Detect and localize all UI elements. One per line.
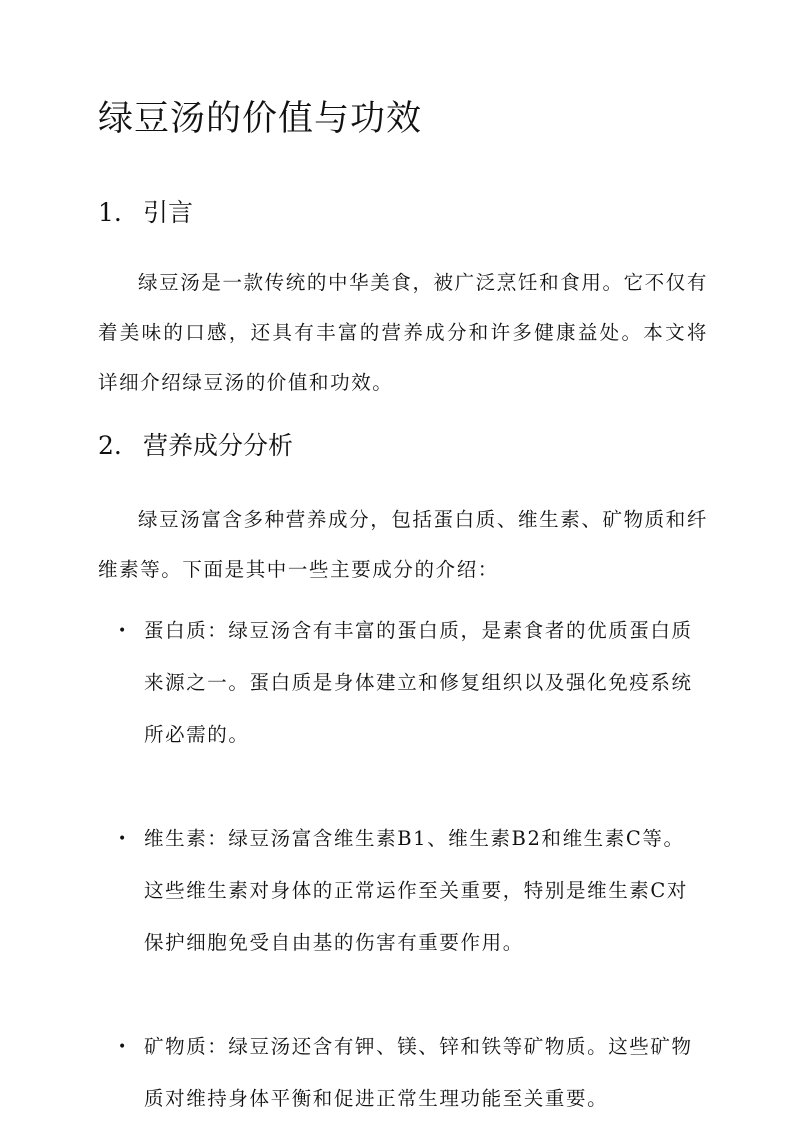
section-heading-nutrition	[98, 428, 293, 464]
list-item-minerals	[98, 1021, 704, 1125]
list-item-text: 维生素：绿豆汤富含维生素B1、维生素B2和维生素C等。这些维生素对身体的正常运作至关重要，特别是维生素C对保护细胞免受自由基的伤害有重要作用。	[144, 827, 689, 954]
section-heading-introduction	[98, 195, 193, 231]
bullet-icon: •	[118, 1039, 128, 1055]
nutrient-list	[98, 605, 708, 1125]
nutrition-paragraph: 绿豆汤富含多种营养成分，包括蛋白质、维生素、矿物质和纤维素等。下面是其中一些主要成分的介绍：	[98, 508, 708, 581]
list-item-vitamins	[98, 813, 704, 969]
list-item-text: 矿物质：绿豆汤还含有钾、镁、锌和铁等矿物质。这些矿物质对维持身体平衡和促进正常生理功能至关重要。	[144, 1035, 693, 1110]
document-title: 绿豆汤的价值与功效	[98, 99, 423, 139]
introduction-paragraph: 绿豆汤是一款传统的中华美食，被广泛烹饪和食用。它不仅有着美味的口感，还具有丰富的营养成分和许多健康益处。本文将详细介绍绿豆汤的价值和功效。	[98, 271, 708, 394]
bullet-icon: •	[118, 623, 128, 639]
section-title: 营养成分分析	[143, 431, 294, 460]
section-number: 2.	[98, 431, 122, 460]
section-number: 1.	[98, 198, 122, 227]
section-title: 引言	[143, 198, 194, 227]
list-item-text: 蛋白质：绿豆汤含有丰富的蛋白质，是素食者的优质蛋白质来源之一。蛋白质是身体建立和修复组织以及强化免疫系统所必需的。	[144, 619, 693, 746]
list-item-protein	[98, 605, 704, 761]
bullet-icon: •	[118, 831, 128, 847]
